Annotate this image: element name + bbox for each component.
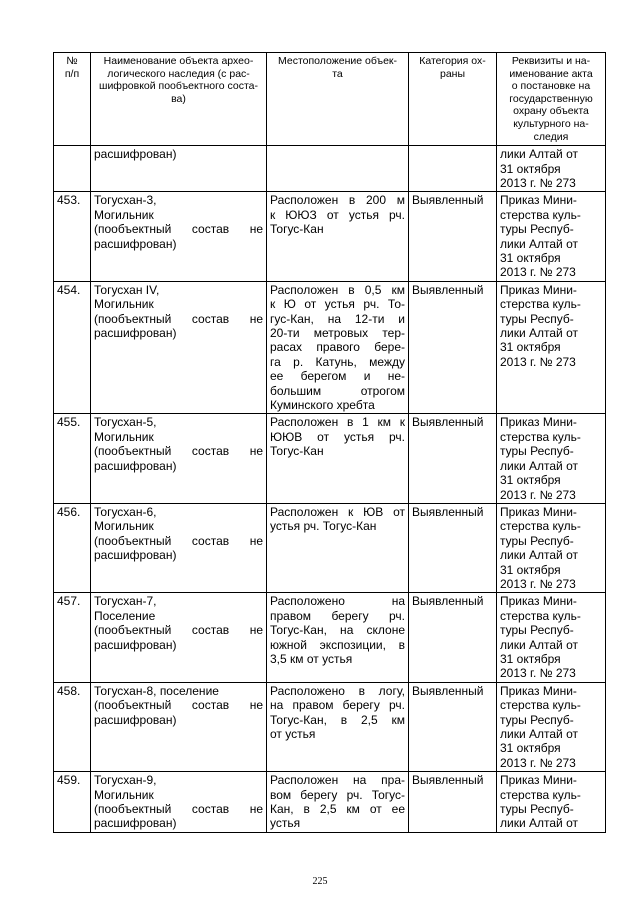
cell-line: 3,5 км от устья [270, 651, 353, 666]
cell-requisites [497, 192, 606, 281]
cell-line: на правом берегу рч. [270, 698, 405, 713]
continuation-row [54, 146, 606, 192]
cell-line: (пообъектный состав не [94, 444, 263, 459]
cell-line: ее берегом и не- [270, 369, 405, 384]
cell-line: шифровкой пообъектного соста- [99, 80, 258, 93]
cell-requisites [497, 146, 606, 192]
cell-line: Тогусхан-6, [94, 504, 157, 519]
cell-line: стерства куль- [500, 787, 581, 802]
cell-line: туры Респуб- [500, 802, 574, 817]
cell-line: стерства куль- [500, 429, 581, 444]
cell-line: Тогусхан-9, [94, 773, 157, 788]
cell-line: Тогус-Кан [270, 444, 324, 459]
table-row [54, 503, 606, 592]
cell-num: 453. [54, 192, 91, 281]
cell-line: туры Респуб- [500, 533, 574, 548]
cell-requisites [497, 281, 606, 414]
cell-line: лики Алтай от [500, 147, 578, 162]
cell-line: 31 октября [500, 340, 561, 355]
cell-line: № [66, 55, 78, 67]
cell-line: Приказ Мини- [500, 683, 577, 698]
cell-line: правом берегу рч. [270, 608, 405, 623]
cell-line: устья [270, 816, 301, 831]
cell-line: (пообъектный состав не [94, 533, 263, 548]
cell-line: Тогус-Кан, в 2,5 км [270, 712, 405, 727]
cell-line: лики Алтай от [500, 326, 578, 341]
cell-line: именование акта [509, 67, 593, 80]
cell-line: вом берегу рч. Тогус- [270, 787, 405, 802]
cell-category: Выявленный [409, 192, 497, 281]
cell-num: 459. [54, 772, 91, 833]
cell-line: Расположен в 200 м [270, 193, 405, 208]
cell-line: стерства куль- [500, 608, 581, 623]
cell-line: Тогусхан IV, [94, 282, 160, 297]
cell-line: охрану объекта [513, 105, 589, 118]
cell-num: 458. [54, 682, 91, 771]
cell-category: Выявленный [409, 682, 497, 771]
cell-line: Могильник [94, 787, 154, 802]
cell-line: раны [439, 67, 466, 80]
cell-line: Расположен в 1 км к [270, 415, 405, 430]
cell-name [91, 772, 267, 833]
cell-line: 2013 г. № 273 [500, 175, 576, 190]
cell-line: Могильник [94, 429, 154, 444]
cell-category [409, 146, 497, 192]
table-row [54, 192, 606, 281]
cell-line: расшифрован) [94, 326, 177, 341]
cell-line: большим отрогом [270, 383, 405, 398]
cell-line: стерства куль- [500, 297, 581, 312]
cell-name [91, 192, 267, 281]
header-category [409, 53, 497, 146]
cell-line: ЮЮВ от устья рч. [270, 429, 405, 444]
cell-name [91, 414, 267, 503]
table-row [54, 593, 606, 682]
cell-line: Тогус-Кан, на склоне [270, 623, 405, 638]
cell-requisites [497, 682, 606, 771]
cell-line: 20-ти метровых тер- [270, 326, 405, 341]
cell-line: расшифрован) [94, 147, 177, 162]
cell-requisites [497, 503, 606, 592]
table-row [54, 772, 606, 833]
cell-line: логического наследия (с рас- [107, 67, 250, 80]
cell-line: Наименование объекта архео- [103, 55, 254, 67]
cell-line: Расположено на [270, 594, 405, 609]
cell-line: (пообъектный состав не [94, 222, 263, 237]
cell-line: Местоположение объек- [277, 55, 398, 67]
header-location [267, 53, 409, 146]
cell-line: расшифрован) [94, 816, 177, 831]
cell-line: Тогусхан-8, поселение [94, 683, 219, 698]
cell-line: 31 октября [500, 161, 561, 176]
cell-line: п/п [64, 67, 80, 80]
cell-line: Тогусхан-7, [94, 594, 157, 609]
cell-line: 2013 г. № 273 [500, 576, 576, 591]
cell-location [267, 772, 409, 833]
cell-line: о постановке на [511, 80, 591, 93]
cell-line: расшифрован) [94, 712, 177, 727]
cell-line: Могильник [94, 297, 154, 312]
cell-line: ва) [171, 92, 186, 105]
cell-line: Приказ Мини- [500, 594, 577, 609]
cell-location [267, 593, 409, 682]
cell-line: туры Респуб- [500, 311, 574, 326]
cell-line: Приказ Мини- [500, 193, 577, 208]
cell-line: расшифрован) [94, 236, 177, 251]
cell-num: 454. [54, 281, 91, 414]
cell-line: Приказ Мини- [500, 504, 577, 519]
cell-line: 31 октября [500, 251, 561, 265]
cell-line: гус-Кан, на 12-ти и [270, 311, 405, 326]
cell-line: туры Респуб- [500, 222, 574, 237]
cell-line: к Ю от устья рч. То- [270, 297, 405, 312]
cell-line: туры Респуб- [500, 623, 574, 638]
header-num [54, 53, 91, 146]
cell-line: стерства куль- [500, 207, 581, 222]
cell-line: стерства куль- [500, 698, 581, 713]
header-requisites [497, 53, 606, 146]
table-row [54, 281, 606, 414]
cell-line: га р. Катунь, между [270, 354, 405, 369]
cell-location [267, 682, 409, 771]
cell-line: устья рч. Тогус-Кан [270, 519, 377, 534]
cell-line: лики Алтай от [500, 727, 578, 741]
cell-line: Приказ Мини- [500, 415, 577, 430]
cell-line: 2013 г. № 273 [500, 487, 576, 502]
cell-line: Реквизиты и на- [511, 55, 591, 67]
cell-name [91, 593, 267, 682]
cell-location [267, 146, 409, 192]
cell-line: Расположен в 0,5 км [270, 282, 405, 297]
cell-location [267, 192, 409, 281]
cell-line: южной экспозиции, в [270, 637, 405, 652]
cell-line: 2013 г. № 273 [500, 265, 576, 280]
heritage-registry-table [53, 52, 606, 833]
cell-line: (пообъектный состав не [94, 311, 263, 326]
cell-line: туры Респуб- [500, 712, 574, 727]
table-body [54, 146, 606, 833]
cell-line: государственную [509, 92, 593, 105]
cell-line: расшифрован) [94, 458, 177, 473]
cell-line: Кан, в 2,5 км от ее [270, 802, 405, 817]
cell-line: Расположен на пра- [270, 773, 405, 788]
cell-line: (пообъектный состав не [94, 802, 263, 817]
cell-category: Выявленный [409, 281, 497, 414]
cell-line: Приказ Мини- [500, 773, 577, 788]
cell-location [267, 281, 409, 414]
cell-line: от устья [270, 727, 316, 741]
cell-name [91, 682, 267, 771]
cell-line: (пообъектный состав не [94, 623, 263, 638]
cell-num: 457. [54, 593, 91, 682]
header-name [91, 53, 267, 146]
cell-line: Могильник [94, 519, 154, 534]
cell-category: Выявленный [409, 772, 497, 833]
cell-line: лики Алтай от [500, 458, 578, 473]
cell-line: 31 октября [500, 651, 561, 666]
cell-location [267, 414, 409, 503]
cell-num: 455. [54, 414, 91, 503]
cell-line: Тогус-Кан [270, 222, 324, 237]
table-row [54, 414, 606, 503]
cell-line: Куминского хребта [270, 398, 375, 413]
cell-category: Выявленный [409, 593, 497, 682]
cell-line: 2013 г. № 273 [500, 354, 576, 369]
cell-name [91, 503, 267, 592]
cell-line: Тогусхан-3, [94, 193, 157, 208]
cell-line: лики Алтай от [500, 548, 578, 563]
cell-num [54, 146, 91, 192]
cell-name [91, 146, 267, 192]
cell-requisites [497, 593, 606, 682]
cell-line: следия [533, 130, 569, 143]
cell-line: Тогусхан-5, [94, 415, 157, 430]
cell-line: Расположен к ЮВ от [270, 504, 405, 519]
cell-num: 456. [54, 503, 91, 592]
cell-line: 31 октября [500, 473, 561, 488]
cell-location [267, 503, 409, 592]
cell-line: лики Алтай от [500, 816, 578, 831]
cell-line: Приказ Мини- [500, 282, 577, 297]
cell-line: та [332, 67, 343, 80]
cell-line: 31 октября [500, 741, 561, 756]
cell-category: Выявленный [409, 414, 497, 503]
cell-line: Могильник [94, 207, 154, 222]
cell-line: расшифрован) [94, 637, 177, 652]
cell-line: расшифрован) [94, 548, 177, 563]
cell-line: туры Респуб- [500, 444, 574, 459]
table-row [54, 682, 606, 771]
cell-line: 2013 г. № 273 [500, 755, 576, 770]
cell-line: 2013 г. № 273 [500, 666, 576, 681]
page-number: 225 [312, 876, 328, 887]
cell-line: Расположено в логу, [270, 683, 405, 698]
cell-line: лики Алтай от [500, 637, 578, 652]
cell-requisites [497, 414, 606, 503]
cell-line: 31 октября [500, 562, 561, 577]
cell-line: лики Алтай от [500, 236, 578, 251]
cell-line: (пообъектный состав не [94, 698, 263, 713]
cell-name [91, 281, 267, 414]
cell-line: культурного на- [513, 117, 589, 130]
cell-line: Категория ох- [419, 55, 486, 67]
cell-line: стерства куль- [500, 519, 581, 534]
cell-line: к ЮЮЗ от устья рч. [270, 207, 405, 222]
cell-category: Выявленный [409, 503, 497, 592]
table-header-row [54, 53, 606, 146]
cell-line: Поселение [94, 608, 156, 623]
cell-line: расах правого бере- [270, 340, 405, 355]
cell-requisites [497, 772, 606, 833]
